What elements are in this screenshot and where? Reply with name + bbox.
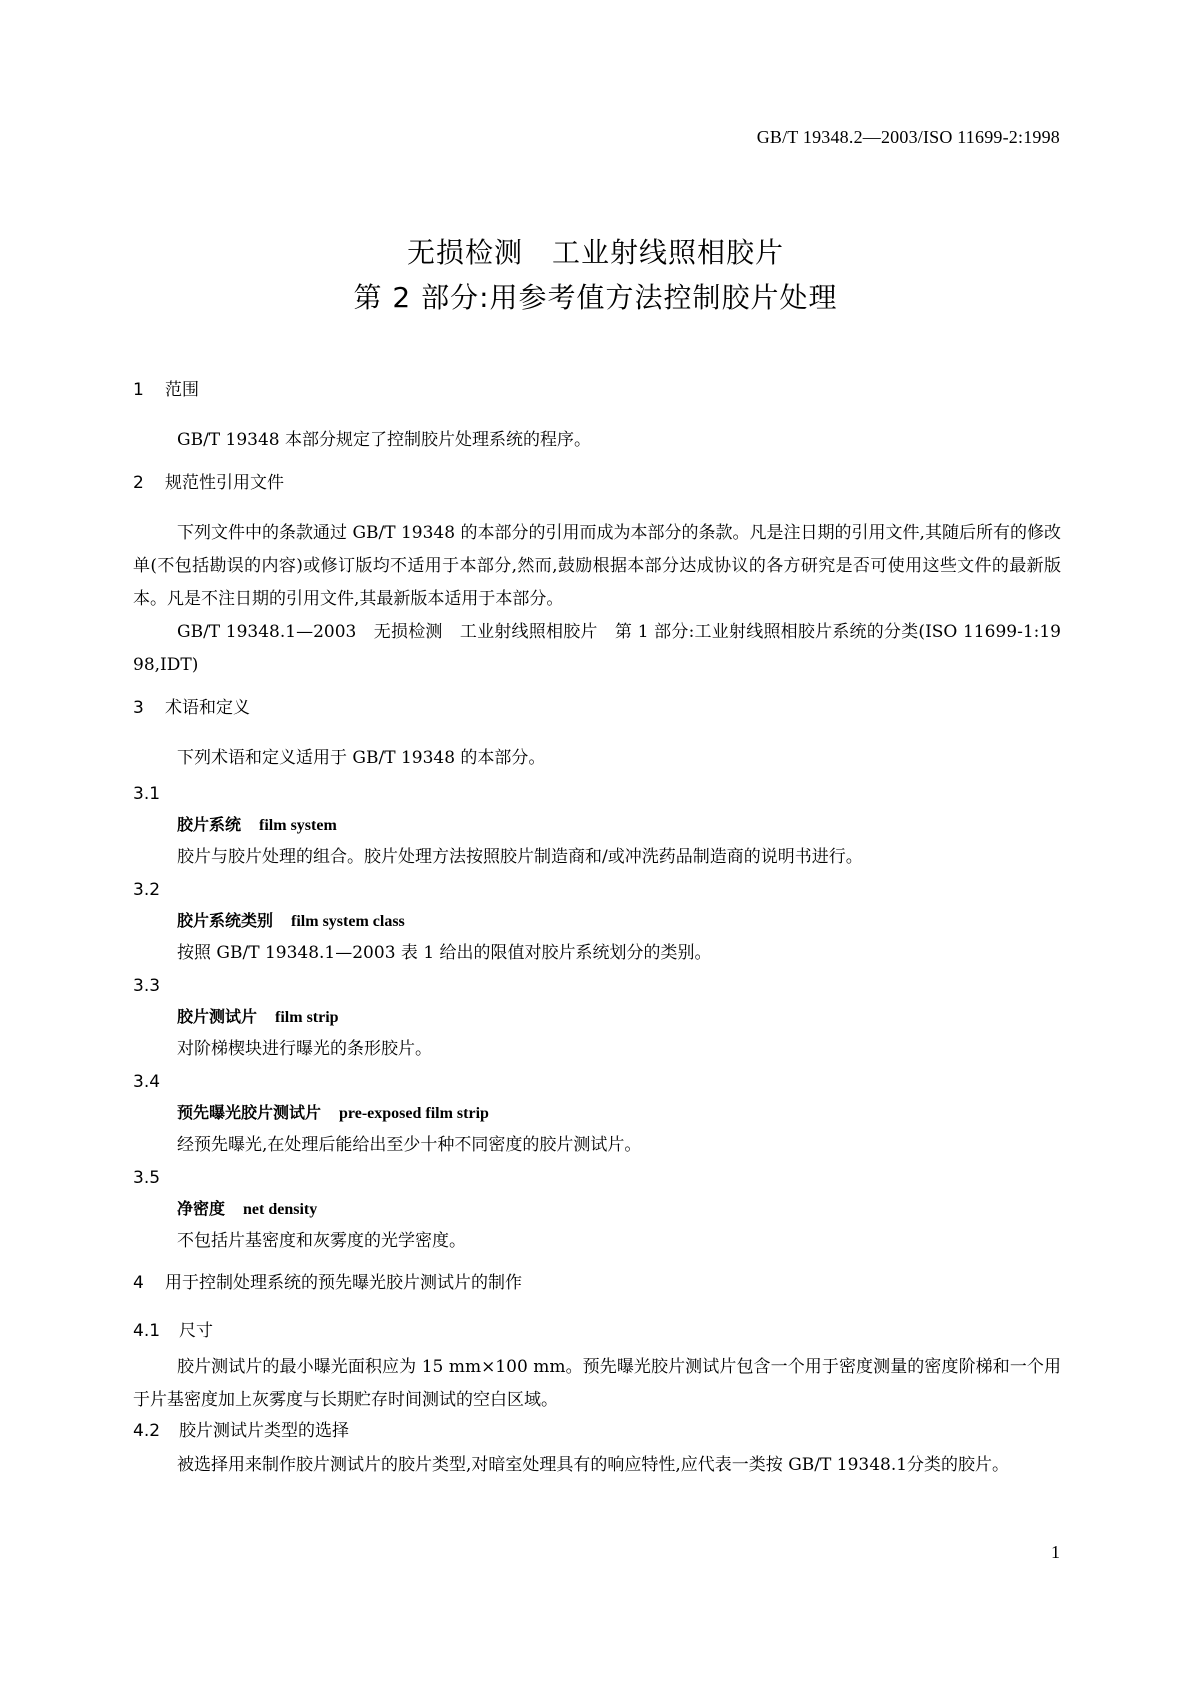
term-definition: 按照 GB/T 19348.1—2003 表 1 给出的限值对胶片系统划分的类别。 [177,943,712,963]
term-number: 3.4 [133,1072,161,1092]
term-entry-3-1 [133,779,1061,875]
term-number: 3.1 [133,784,161,804]
section-heading-3: 3 术语和定义 [133,698,250,718]
section-3-body: 下列术语和定义适用于 GB/T 19348 的本部分。 [177,748,546,768]
normative-reference: GB/T 19348.1—2003 无损检测 工业射线照相胶片 第 1 部分:工业射线照相胶片系统的分类(ISO 11699-1:1998,IDT) [133,622,1061,675]
term-number: 3.3 [133,976,161,996]
document-body [133,376,1061,1482]
term-name: 净密度 net density [177,1199,318,1218]
subsection-heading-4-2: 4.2 胶片测试片类型的选择 [133,1421,349,1441]
subsection-heading-4-1: 4.1 尺寸 [133,1321,213,1341]
term-definition: 不包括片基密度和灰雾度的光学密度。 [177,1231,466,1251]
page-number: 1 [1051,1542,1060,1562]
section-heading-4: 4 用于控制处理系统的预先曝光胶片测试片的制作 [133,1273,522,1293]
term-name: 胶片测试片 film strip [177,1007,339,1026]
document-title-line2: 第 2 部分:用参考值方法控制胶片处理 [353,281,838,314]
term-definition: 胶片与胶片处理的组合。胶片处理方法按照胶片制造商和/或冲洗药品制造商的说明书进行。 [177,847,863,867]
section-heading-1: 1 范围 [133,380,199,400]
section-heading-2: 2 规范性引用文件 [133,473,284,493]
term-entry-3-4 [133,1067,1061,1163]
document-title-line1: 无损检测 工业射线照相胶片 [406,236,784,269]
term-entry-3-3 [133,971,1061,1067]
term-entry-3-5 [133,1163,1061,1259]
section-2-body: 下列文件中的条款通过 GB/T 19348 的本部分的引用而成为本部分的条款。凡是注日期的引用文件,其随后所有的修改单(不包括勘误的内容)或修订版均不适用于本部分,然而,鼓励根据本部分达成协议的各方研究是否可使用这些文件的最新版本。凡是不注日期的引用文件,其最新版本适用于本部分。 [133,523,1061,609]
term-definition: 对阶梯楔块进行曝光的条形胶片。 [177,1039,432,1059]
term-name: 胶片系统类别 film system class [177,911,405,930]
term-definition: 经预先曝光,在处理后能给出至少十种不同密度的胶片测试片。 [177,1135,642,1155]
term-name: 胶片系统 film system [177,815,337,834]
term-entry-3-2 [133,875,1061,971]
term-number: 3.5 [133,1168,161,1188]
term-name: 预先曝光胶片测试片 pre-exposed film strip [177,1103,489,1122]
section-1-body: GB/T 19348 本部分规定了控制胶片处理系统的程序。 [177,430,592,450]
subsection-4-1-body: 胶片测试片的最小曝光面积应为 15 mm×100 mm。预先曝光胶片测试片包含一个用于密度测量的密度阶梯和一个用于片基密度加上灰雾度与长期贮存时间测试的空白区域。 [133,1357,1061,1410]
term-number: 3.2 [133,880,161,900]
standard-code: GB/T 19348.2—2003/ISO 11699-2:1998 [756,127,1060,147]
subsection-4-2-body: 被选择用来制作胶片测试片的胶片类型,对暗室处理具有的响应特性,应代表一类按 GB/T 19348.1分类的胶片。 [177,1455,1010,1475]
